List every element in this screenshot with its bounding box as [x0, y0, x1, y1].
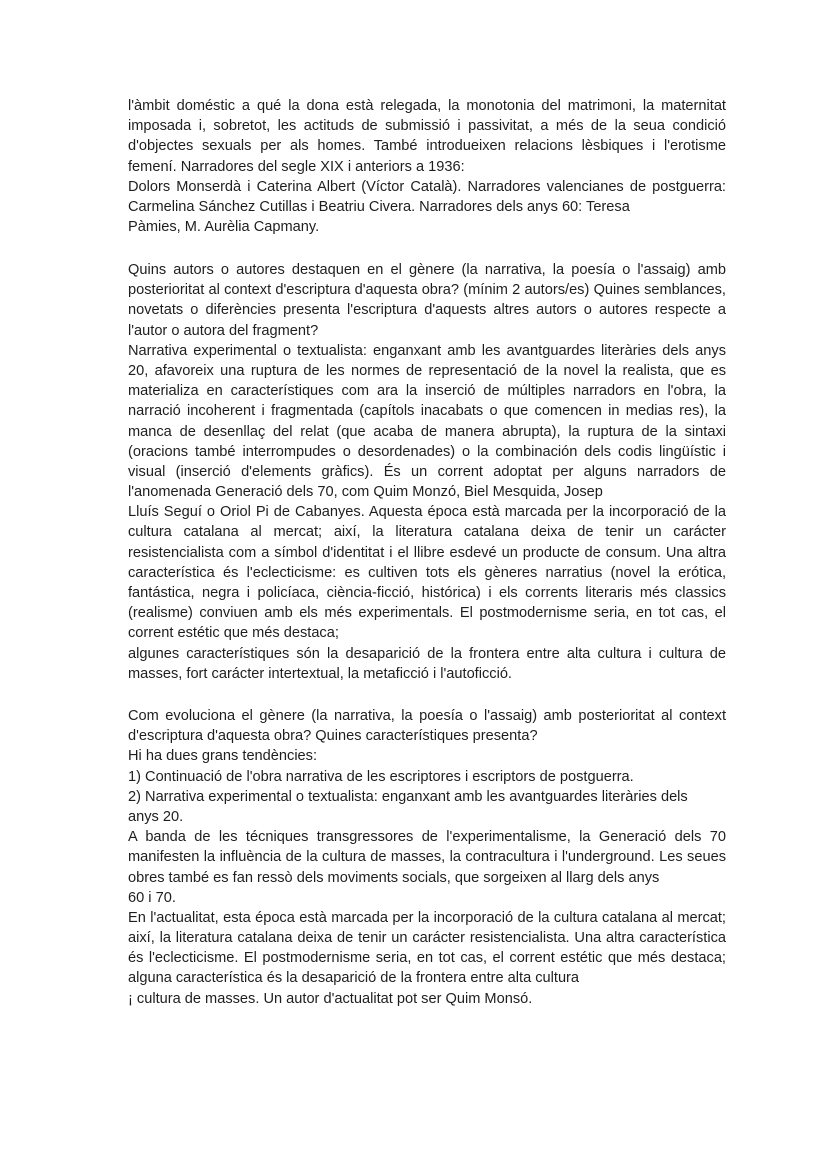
text-line: l'anomenada Generació dels 70, com Quim Monzó, Biel Mesquida, Josep — [128, 484, 603, 501]
text-line: visual (inserció d'elements gràfics). És un corrent adoptat per alguns narradors de — [128, 463, 726, 480]
text-line: resistencialista com a símbol d'identitat i el llibre esdevé un producte de consum. Una altra — [128, 544, 726, 561]
text-line: característica és l'eclecticisme: es cultiven tots els gèneres narratius (novel la erótica, — [128, 564, 726, 581]
text-line: femení. Narradores del segle XIX i anteriors a 1936: — [128, 158, 465, 175]
text-line: Hi ha dues grans tendències: — [128, 748, 318, 765]
text-line: corrent estétic que més destaca; — [128, 625, 339, 642]
text-line: Lluís Seguí o Oriol Pi de Cabanyes. Aquesta época està marcada per la incorporació de la — [128, 504, 726, 521]
paragraph-genre-evolution — [128, 706, 726, 1009]
text-line: és l'eclecticisme. El postmodernisme seria, en tot cas, el corrent estétic que més destaca; — [128, 950, 726, 967]
text-line: l'àmbit doméstic a qué la dona està relegada, la monotonia del matrimoni, la maternitat — [128, 98, 726, 114]
text-line: imposada i, sobretot, les actituds de submissió i passivitat, a més de la seua condició — [128, 118, 726, 135]
text-line: Dolors Monserdà i Caterina Albert (Víctor Català). Narradores valencianes de postguerra: — [128, 178, 726, 195]
text-line: Quins autors o autores destaquen en el gènere (la narrativa, la poesía o l'assaig) amb — [128, 262, 726, 278]
text-line: (oracions també interrompudes o desordenades) o la combinación dels codis lingüístic i — [128, 443, 726, 460]
text-line: (realisme) conviuen amb els més experimentals. El postmodernisme seria, en tot cas, el — [128, 605, 726, 622]
text-line: d'objectes sexuals per als homes. També introdueixen relacions lèsbiques i l'erotisme — [128, 138, 726, 155]
text-line: A banda de les técniques transgressores de l'experimentalisme, la Generació dels 70 — [128, 829, 726, 846]
text-line: novetats o diferències presenta l'escriptura d'aquests altres autors o autores respecte a — [128, 302, 726, 319]
text-line: En l'actualitat, esta época està marcada per la incorporació de la cultura catalana al mercat; — [128, 909, 726, 926]
text-line: així, la literatura catalana deixa de tenir un carácter resistencialista. Una altra característica — [128, 930, 726, 947]
text-line: 20, afavoreix una ruptura de les normes de representació de la novel la realista, que es — [128, 362, 726, 379]
text-line: fantástica, negra i policíaca, ciència-ficció, histórica) i els corrents literaris més classics — [128, 585, 726, 601]
text-line: anys 20. — [128, 808, 184, 825]
text-line: 1) Continuació de l'obra narrativa de les escriptores i escriptors de postguerra. — [128, 768, 634, 785]
text-line: Narrativa experimental o textualista: enganxant amb les avantguardes literàries dels anys — [128, 342, 726, 359]
text-line: cultura catalana al mercat; així, la literatura catalana deixa de tenir un carácter — [128, 524, 726, 541]
text-line: obres també es fan ressò dels moviments socials, que sorgeixen al llarg dels anys — [128, 869, 660, 886]
text-line: Pàmies, M. Aurèlia Capmany. — [128, 219, 320, 236]
text-line: l'autor o autora del fragment? — [128, 322, 319, 339]
text-line: manifesten la influència de la cultura de masses, la contracultura i l'underground. Les seues — [128, 849, 726, 866]
text-line: narració incoherent i fragmentada (capítols inacabats o que comencen in medias res), la — [128, 403, 726, 420]
text-line: materializa en característiques com ara la inserció de múltiples narradors en l'obra, la — [128, 383, 726, 400]
text-line: Carmelina Sánchez Cutillas i Beatriu Civera. Narradores dels anys 60: Teresa — [128, 198, 630, 215]
text-line: ¡ cultura de masses. Un autor d'actualitat pot ser Quim Monsó. — [128, 990, 533, 1007]
text-line: 2) Narrativa experimental o textualista: enganxant amb les avantguardes literàries dels — [128, 788, 688, 805]
paragraph-later-authors — [128, 260, 726, 684]
paragraph-women-narrators — [128, 96, 726, 237]
text-line: manca de desenllaç del relat (que acaba de manera abrupta), la ruptura de la sintaxi — [128, 423, 726, 440]
text-line: masses, fort carácter intertextual, la metaficció i l'autoficció. — [128, 665, 512, 682]
text-line: Com evoluciona el gènere (la narrativa, la poesía o l'assaig) amb posterioritat al context — [128, 708, 726, 724]
text-line: posterioritat al context d'escriptura d'aquesta obra? (mínim 2 autors/es) Quines semblances, — [128, 282, 726, 299]
text-line: alguna característica és la desaparició de la frontera entre alta cultura — [128, 970, 580, 987]
text-line: d'escriptura d'aquesta obra? Quines característiques presenta? — [128, 728, 538, 745]
text-line: algunes característiques són la desaparició de la frontera entre alta cultura i cultura de — [128, 645, 726, 662]
text-line: 60 i 70. — [128, 889, 176, 906]
